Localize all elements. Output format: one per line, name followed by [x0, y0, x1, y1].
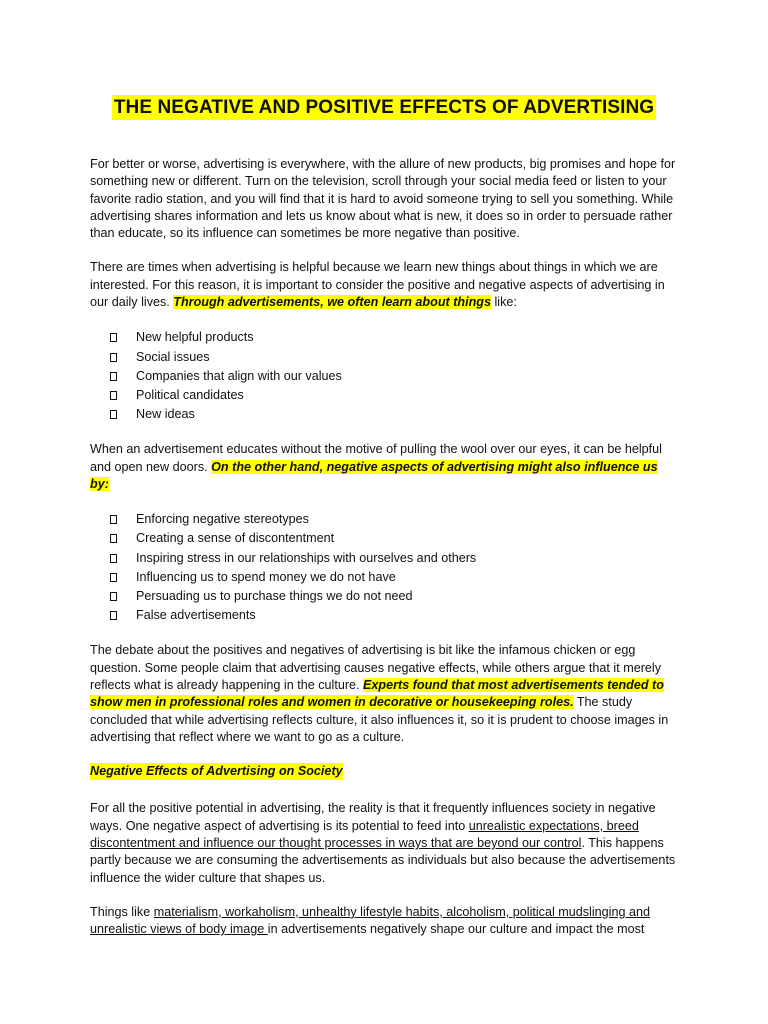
highlight-through-advertisements: Through advertisements, we often learn about things — [173, 295, 491, 310]
title-container — [0, 95, 768, 120]
paragraph-educates — [90, 441, 678, 493]
list-item — [110, 568, 678, 587]
highlight-negative-aspects: On the other hand, negative aspects of advertising might also influence us by: — [90, 459, 658, 491]
list-item-label: Inspiring stress in our relationships with ourselves and others — [136, 550, 477, 565]
checkbox-bullet-icon — [110, 372, 117, 381]
list-item-label: Creating a sense of discontentment — [136, 531, 335, 546]
paragraph-things-like — [90, 904, 678, 939]
paragraph-helpful-tail: like: — [490, 295, 517, 310]
paragraph-negative-effects — [90, 800, 678, 886]
list-item-label: New helpful products — [136, 330, 254, 345]
checkbox-bullet-icon — [110, 592, 117, 601]
paragraph-intro: For better or worse, advertising is everywhere, with the allure of new products, big promises and hope for something new or different. Turn on the television, scroll through your social media feed or listen to your favorite radio station, and you will find that it is hard to avoid someone trying to sell you something. While advertising shares information and lets us know about what is new, it does so in order to persuade rather than educate, so its influence can sometimes be more negative than positive. — [90, 157, 676, 241]
list-item-label: Political candidates — [136, 387, 244, 402]
list-item — [110, 549, 678, 568]
checkbox-bullet-icon — [110, 515, 117, 524]
paragraph-educates-text: When an advertisement educates without the motive of pulling the wool over our eyes, it can be helpful and open new doors. — [90, 442, 662, 474]
negative-list — [90, 510, 678, 625]
underlined-phrase: unrealistic expectations, breed discontentment and influence our thought processes in ways that are beyond our control — [90, 818, 639, 850]
list-item — [110, 328, 678, 347]
list-item — [110, 386, 678, 405]
list-item — [110, 348, 678, 367]
checkbox-bullet-icon — [110, 410, 117, 419]
checkbox-bullet-icon — [110, 554, 117, 563]
checkbox-bullet-icon — [110, 534, 117, 543]
paragraph-helpful — [90, 259, 678, 311]
checkbox-bullet-icon — [110, 611, 117, 620]
list-item-label: New ideas — [136, 407, 195, 422]
list-item-label: False advertisements — [136, 608, 256, 623]
list-item-label: Enforcing negative stereotypes — [136, 512, 309, 527]
paragraph-debate — [90, 642, 678, 746]
checkbox-bullet-icon — [110, 353, 117, 362]
list-item — [110, 405, 678, 424]
list-item-label: Persuading us to purchase things we do not need — [136, 588, 413, 603]
list-item-label: Influencing us to spend money we do not have — [136, 569, 396, 584]
positive-list — [90, 328, 678, 424]
list-item — [110, 529, 678, 548]
list-item — [110, 606, 678, 625]
document-body — [90, 156, 678, 955]
section-subheading: Negative Effects of Advertising on Society — [90, 763, 343, 780]
list-item — [110, 367, 678, 386]
document-title: THE NEGATIVE AND POSITIVE EFFECTS OF ADVERTISING — [113, 97, 655, 118]
paragraph-debate-text: The debate about the positives and negatives of advertising is bit like the infamous chicken or egg question. Some people claim that advertising causes negative effects, while others argue that it merely reflects what is already happening in the culture. — [90, 643, 661, 692]
paragraph-things-like-text: Things like — [90, 904, 154, 919]
underlined-phrase: materialism, workaholism, unhealthy lifestyle habits, alcoholism, political mudslinging and unrealistic views of body image — [90, 904, 650, 937]
paragraph-things-like-tail: in advertisements negatively shape our culture and impact the most — [267, 922, 645, 937]
checkbox-bullet-icon — [110, 573, 117, 582]
paragraph-negative-effects-text: For all the positive potential in advertising, the reality is that it frequently influences society in negative ways. One negative aspect of advertising is its potential to feed into — [90, 801, 656, 833]
list-item-label: Companies that align with our values — [136, 368, 342, 383]
list-item — [110, 510, 678, 529]
checkbox-bullet-icon — [110, 333, 117, 342]
list-item-label: Social issues — [136, 349, 210, 364]
list-item — [110, 587, 678, 606]
paragraph-debate-tail: The study concluded that while advertising reflects culture, it also influences it, so it is prudent to choose images in advertising that reflect where we want to go as a culture. — [90, 695, 669, 744]
subheading-container — [90, 763, 678, 780]
highlight-experts-found: Experts found that most advertisements tended to show men in professional roles and women in decorative or housekeeping roles. — [90, 677, 664, 710]
paragraph-helpful-text: There are times when advertising is helpful because we learn new things about things in which we are interested. For this reason, it is important to consider the positive and negative aspects of advertising in our daily lives. — [90, 260, 665, 310]
paragraph-negative-effects-tail: . This happens partly because we are consuming the advertisements as individuals but also because the advertisements influence the wider culture that shapes us. — [90, 836, 676, 885]
checkbox-bullet-icon — [110, 391, 117, 400]
